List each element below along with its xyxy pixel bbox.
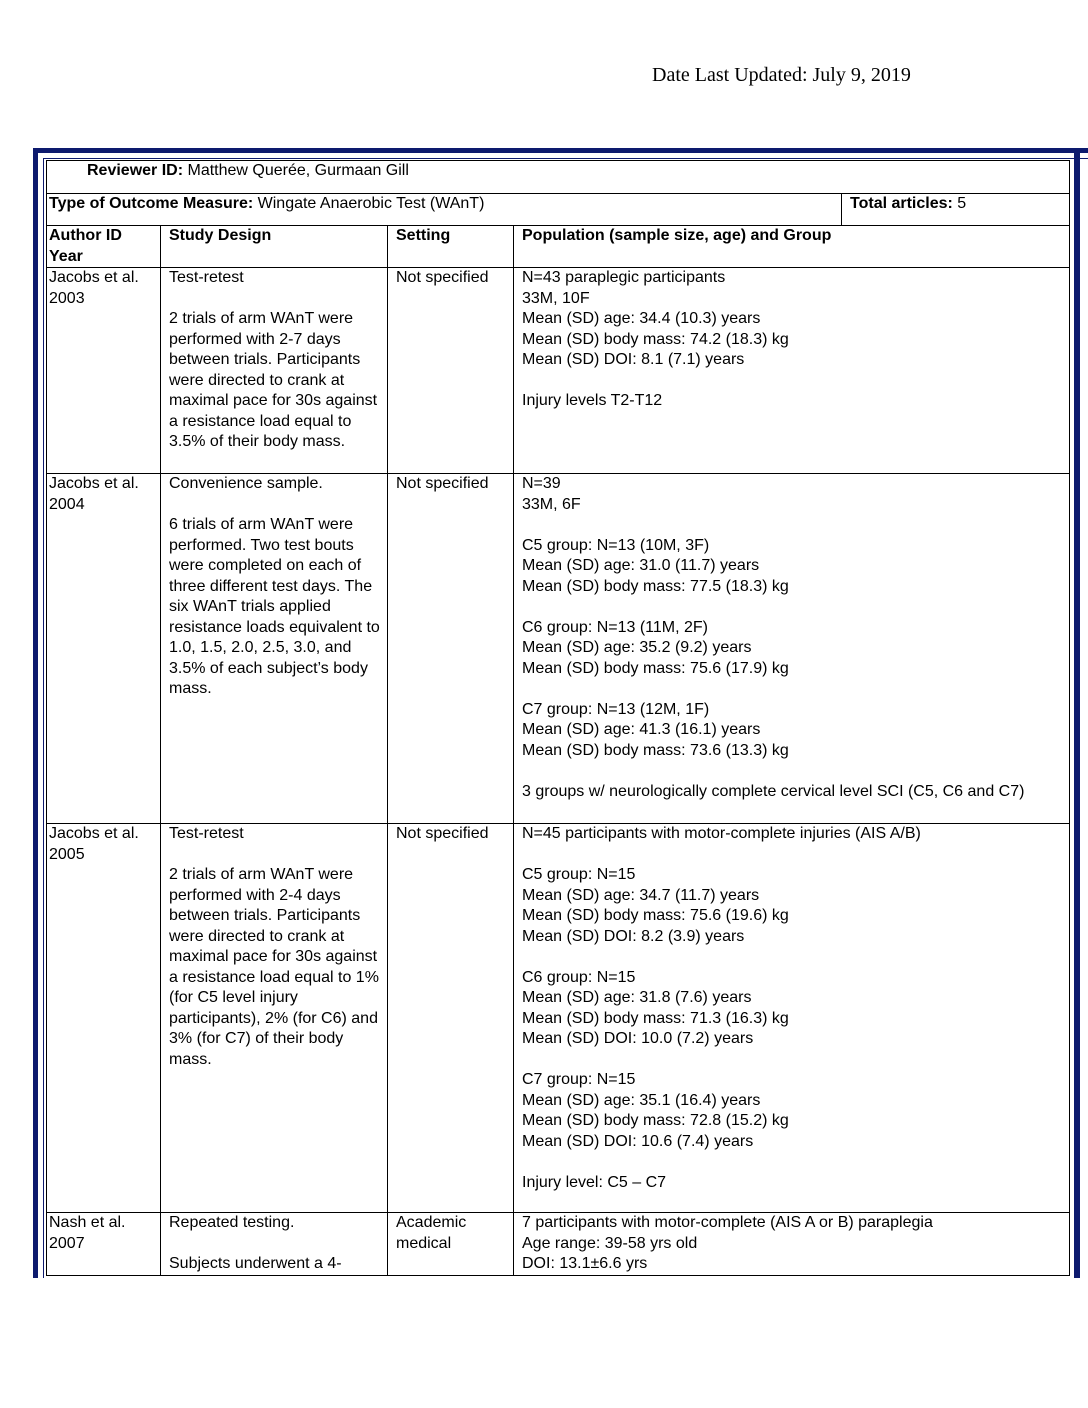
column-header-row: [47, 226, 1070, 268]
author-cell: Nash et al. 2007: [47, 1213, 161, 1276]
column-header-author: Author ID Year: [47, 226, 161, 268]
date-last-updated: Date Last Updated: July 9, 2019: [652, 64, 911, 86]
table-row: [47, 824, 1070, 1213]
setting-cell: Not specified: [388, 268, 514, 474]
table-row: [47, 474, 1070, 824]
table-row: [47, 1213, 1070, 1276]
design-cell: Test-retest 2 trials of arm WAnT were performed with 2-4 days between trials. Participants were directed to crank at maximal pace for 30s against a resistance load equal to 1% (for C5 level injury participants), 2% (for C6) and 3% (for C7) of their body mass.: [161, 824, 388, 1213]
table-row: [47, 268, 1070, 474]
setting-cell: Not specified: [388, 824, 514, 1213]
reviewer-cell: [47, 161, 1070, 194]
reviewer-label: Reviewer ID:: [87, 162, 184, 179]
total-articles-cell: [842, 194, 1070, 226]
population-cell: N=45 participants with motor-complete injuries (AIS A/B) C5 group: N=15 Mean (SD) age: 34.7 (11.7) years Mean (SD) body mass: 75.6 (19.6) kg Mean (SD) DOI: 8.2 (3.9) years C6 group: N=15 Mean (SD) age: 31.8 (7.6) years Mean (SD) body mass: 71.3 (16.3) kg Mean (SD) DOI: 10.0 (7.2) years C7 group: N=15 Mean (SD) age: 35.1 (16.4) years Mean (SD) body mass: 72.8 (15.2) kg Mean (SD) DOI: 10.6 (7.4) years Injury level: C5 – C7: [514, 824, 1070, 1213]
reviewer-row: [47, 161, 1070, 194]
column-header-design: Study Design: [161, 226, 388, 268]
column-header-setting: Setting: [388, 226, 514, 268]
outcome-row: [47, 194, 1070, 226]
outcome-type-value: Wingate Anaerobic Test (WAnT): [253, 195, 485, 212]
total-articles-label: Total articles:: [850, 195, 953, 212]
review-table: [46, 160, 1070, 1276]
total-articles-value: 5: [952, 195, 967, 212]
setting-cell: Academic medical: [388, 1213, 514, 1276]
column-header-population: Population (sample size, age) and Group: [514, 226, 1070, 268]
outcome-type-cell: [47, 194, 842, 226]
outcome-type-label: Type of Outcome Measure:: [49, 195, 254, 212]
setting-cell: Not specified: [388, 474, 514, 824]
author-cell: Jacobs et al. 2003: [47, 268, 161, 474]
population-cell: N=39 33M, 6F C5 group: N=13 (10M, 3F) Mean (SD) age: 31.0 (11.7) years Mean (SD) body mass: 77.5 (18.3) kg C6 group: N=13 (11M, 2F) Mean (SD) age: 35.2 (9.2) years Mean (SD) body mass: 75.6 (17.9) kg C7 group: N=13 (12M, 1F) Mean (SD) age: 41.3 (16.1) years Mean (SD) body mass: 73.6 (13.3) kg 3 groups w/ neurologically complete cervical level SCI (C5, C6 and C7): [514, 474, 1070, 824]
design-cell: Convenience sample. 6 trials of arm WAnT were performed. Two test bouts were completed on each of three different test days. The six WAnT trials applied resistance loads equivalent to 1.0, 1.5, 2.0, 2.5, 3.0, and 3.5% of each subject’s body mass.: [161, 474, 388, 824]
table-frame-right-border: [1074, 148, 1080, 1278]
design-cell: Repeated testing. Subjects underwent a 4-: [161, 1213, 388, 1276]
author-cell: Jacobs et al. 2004: [47, 474, 161, 824]
population-cell: N=43 paraplegic participants 33M, 10F Mean (SD) age: 34.4 (10.3) years Mean (SD) body mass: 74.2 (18.3) kg Mean (SD) DOI: 8.1 (7.1) years Injury levels T2-T12: [514, 268, 1070, 474]
population-cell: 7 participants with motor-complete (AIS A or B) paraplegia Age range: 39-58 yrs old DOI: 13.1±6.6 yrs: [514, 1213, 1070, 1276]
reviewer-value: Matthew Querée, Gurmaan Gill: [183, 162, 409, 179]
author-cell: Jacobs et al. 2005: [47, 824, 161, 1213]
design-cell: Test-retest 2 trials of arm WAnT were performed with 2-7 days between trials. Participants were directed to crank at maximal pace for 30s against a resistance load equal to 3.5% of their body mass.: [161, 268, 388, 474]
